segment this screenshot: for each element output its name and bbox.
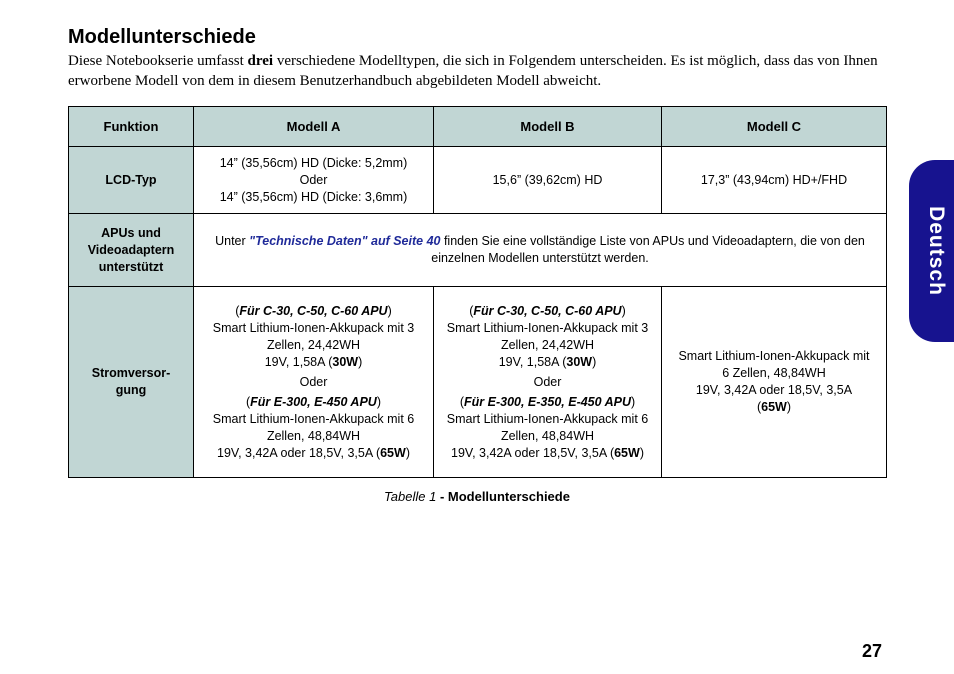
- power-a-battery-2: Smart Lithium-Ionen-Akkupack mit 6 Zellen, 48,84WH: [212, 411, 415, 443]
- table-header-row: [69, 107, 887, 147]
- model-differences-table: [68, 106, 887, 478]
- cell-lcd-c: 17,3” (43,94cm) HD+/FHD: [662, 147, 887, 214]
- power-b-model-1: Für C-30, C-50, C-60 APU: [473, 303, 622, 318]
- technical-data-link[interactable]: "Technische Daten" auf Seite 40: [249, 234, 441, 248]
- apu-label-line: APUs und: [101, 225, 161, 240]
- power-b-watt-2: 65W: [614, 445, 640, 460]
- power-b-voltage-1: 19V, 1,58A (: [498, 354, 567, 369]
- intro-paragraph: [68, 51, 890, 91]
- row-label-lcd: LCD-Typ: [69, 147, 194, 214]
- power-a-voltage-2: 19V, 3,42A oder 18,5V, 3,5A (: [217, 445, 381, 460]
- power-a-watt-1: 30W: [332, 354, 359, 369]
- table-row-lcd: [69, 147, 887, 214]
- power-c-battery: Smart Lithium-Ionen-Akkupack mit 6 Zellen, 48,84WH: [678, 349, 870, 380]
- power-c-voltage: 19V, 3,42A oder 18,5V, 3,5A (: [695, 383, 853, 414]
- apu-text-post: finden Sie eine vollständige Liste von APUs und Videoadaptern, die von den einzelnen Modellen unterstützt werden.: [431, 234, 865, 265]
- power-a-or: Oder: [299, 374, 328, 389]
- apu-label-line: Videoadaptern: [87, 242, 175, 257]
- header-function: Funktion: [69, 107, 194, 147]
- apu-label-line: unterstützt: [98, 259, 164, 274]
- intro-bold: drei: [247, 53, 274, 69]
- cell-power-c: Smart Lithium-Ionen-Akkupack mit 6 Zellen, 48,84WH 19V, 3,42A oder 18,5V, 3,5A (65W): [662, 287, 887, 478]
- table-caption: [0, 489, 954, 504]
- cell-lcd-a: [194, 147, 434, 214]
- power-b-battery-2: Smart Lithium-Ionen-Akkupack mit 6 Zellen, 48,84WH: [446, 411, 649, 443]
- cell-power-b: (Für C-30, C-50, C-60 APU) Smart Lithium-Ionen-Akkupack mit 3 Zellen, 24,42WH 19V, 1,58A (30W) Oder (Für E-300, E-350, E-450 APU) Smart Lithium-Ionen-Akkupack mit 6 Zellen, 48,84WH 19V, 3,42A oder 18,5V, 3,5A (65W): [434, 287, 662, 478]
- intro-text-2: verschiedene Modelltypen, die sich in Folgendem unterscheiden. Es ist möglich, dass das von Ihnen erworbene Modell von dem in diesem Benutzerhandbuch abgebildeten Modell abweicht.: [68, 53, 878, 89]
- table-row-apu: [69, 214, 887, 287]
- power-b-or: Oder: [533, 374, 562, 389]
- cell-apu-all-models: [194, 214, 887, 287]
- power-b-voltage-2: 19V, 3,42A oder 18,5V, 3,5A (: [451, 445, 615, 460]
- header-model-c: Modell C: [662, 107, 887, 147]
- header-model-b: Modell B: [434, 107, 662, 147]
- language-side-tab: [909, 160, 954, 342]
- lcd-a-line: 14” (35,56cm) HD (Dicke: 5,2mm): [219, 155, 408, 170]
- caption-title: - Modellunterschiede: [436, 489, 570, 504]
- page-number: 27: [862, 641, 883, 661]
- power-c-watt: 65W: [761, 400, 787, 414]
- power-a-battery-1: Smart Lithium-Ionen-Akkupack mit 3 Zellen, 24,42WH: [212, 320, 415, 352]
- caption-table-number: Tabelle 1: [384, 489, 437, 504]
- cell-lcd-b: 15,6” (39,62cm) HD: [434, 147, 662, 214]
- power-a-model-1: Für C-30, C-50, C-60 APU: [239, 303, 388, 318]
- lcd-a-or: Oder: [299, 172, 328, 187]
- power-b-watt-1: 30W: [566, 354, 593, 369]
- power-label-line: Stromversor-: [91, 366, 171, 380]
- side-tab-label: Deutsch: [925, 206, 949, 296]
- power-a-watt-2: 65W: [380, 445, 406, 460]
- row-label-apu: [69, 214, 194, 287]
- lcd-a-line: 14” (35,56cm) HD (Dicke: 3,6mm): [219, 189, 408, 204]
- power-label-line: gung: [115, 383, 147, 397]
- power-a-model-2: Für E-300, E-450 APU: [250, 394, 377, 409]
- table-row-power: [69, 287, 887, 478]
- row-label-power: [69, 287, 194, 478]
- power-b-battery-1: Smart Lithium-Ionen-Akkupack mit 3 Zellen, 24,42WH: [446, 320, 649, 352]
- apu-text-pre: Unter: [215, 234, 250, 248]
- intro-text-1: Diese Notebookserie umfasst: [68, 53, 248, 69]
- cell-power-a: (Für C-30, C-50, C-60 APU) Smart Lithium-Ionen-Akkupack mit 3 Zellen, 24,42WH 19V, 1,58A (30W) Oder (Für E-300, E-450 APU) Smart Lithium-Ionen-Akkupack mit 6 Zellen, 48,84WH 19V, 3,42A oder 18,5V, 3,5A (65W): [194, 287, 434, 478]
- power-a-voltage-1: 19V, 1,58A (: [264, 354, 333, 369]
- header-model-a: Modell A: [194, 107, 434, 147]
- section-heading: Modellunterschiede: [68, 26, 256, 48]
- power-b-model-2: Für E-300, E-350, E-450 APU: [464, 394, 631, 409]
